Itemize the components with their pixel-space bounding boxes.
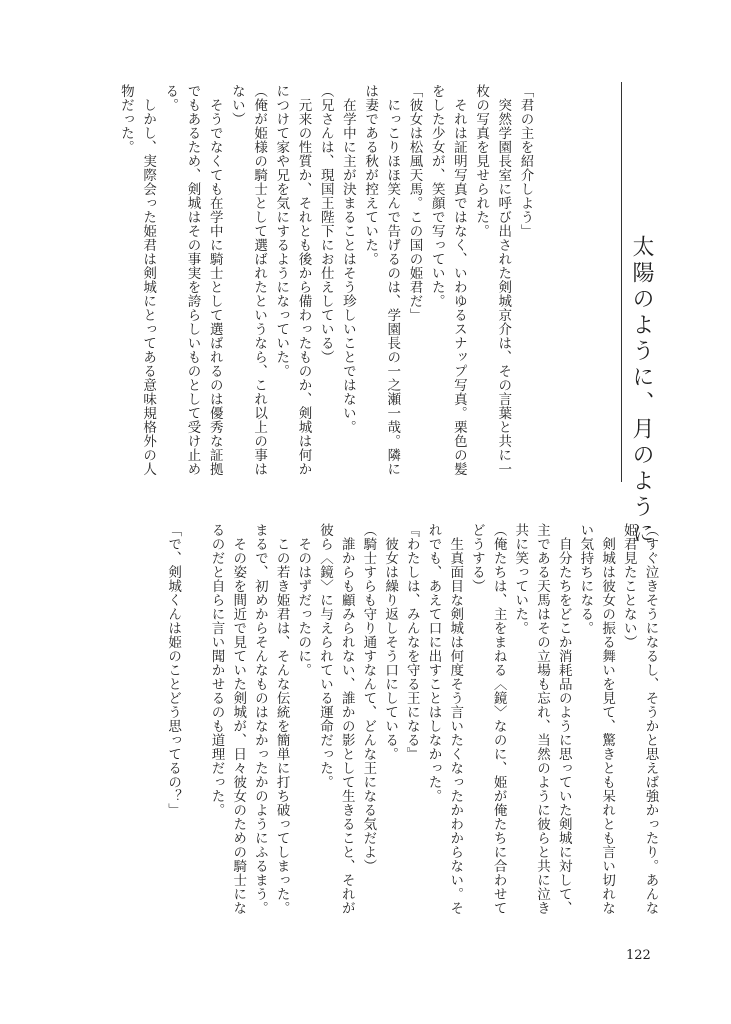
text-column: い気持ちになる。 <box>577 523 594 635</box>
title-divider <box>621 82 622 482</box>
text-column: 共に笑っていた。 <box>512 523 529 635</box>
text-column: 突然学園長室に呼び出された剣城京介は、その言葉と共に一 <box>495 84 512 476</box>
text-column: 自分たちをどこか消耗品のように思っていた剣城に対して、 <box>555 523 572 915</box>
text-column: にっこりほほ笑んで告げるのは、学園長の一之瀬一哉。隣に <box>384 84 401 476</box>
text-column: るのだと自らに言い聞かせるのも道理だった。 <box>208 523 225 817</box>
text-column: （俺たちは、主をまねる〈鏡〉なのに、姫が俺たちに合わせて <box>490 523 507 915</box>
text-column: 在学中に主が決まることはそう珍しいことではない。 <box>339 84 356 434</box>
text-column: 彼女は繰り返しそう口にしている。 <box>382 523 399 761</box>
text-column: 「彼女は松風天馬。この国の姫君だ」 <box>406 84 423 322</box>
text-column: 『わたしは、みんなを守る王になる』 <box>403 523 420 761</box>
text-column: れでも、あえて口に出すことはしなかった。 <box>425 523 442 803</box>
text-column: 元来の性質か、それとも後から備わったものか、剣城は何か <box>295 84 312 476</box>
chapter-title: 太陽のように、月のように <box>629 235 654 547</box>
text-column: 彼ら〈鏡〉に与えられている運命だった。 <box>317 523 333 789</box>
text-column: （騎士すらも守り通すなんて、どんな王になる気だよ） <box>360 523 377 873</box>
text-column: この若き姫君は、そんな伝統を簡単に打ち破ってしまった。 <box>273 523 290 915</box>
text-column: （俺が姫様の騎士として選ばれたというなら、これ以上の事は <box>251 84 268 476</box>
text-column: そうでなくても在学中に騎士として選ばれるのは優秀な証拠 <box>206 84 223 476</box>
text-column: （すぐ泣きそうになるし、そうかと思えば強かったり。あんな <box>642 523 659 915</box>
text-column: そのはずだったのに。 <box>295 523 312 677</box>
text-column: ない） <box>228 84 245 126</box>
text-column: 生真面目な剣城は何度そう言いたくなったかわからない。そ <box>447 523 464 915</box>
text-column: でもあるため、剣城はその事実を誇らしいものとして受け止め <box>184 84 201 476</box>
text-column: につけて家や兄を気にするようになっていた。 <box>273 84 290 378</box>
text-column: 枚の写真を見せられた。 <box>473 84 490 238</box>
text-column: 物だった。 <box>117 84 134 154</box>
text-column: その姿を間近で見ていた剣城が、日々彼女のための騎士にな <box>230 523 247 915</box>
text-column: それは証明写真ではなく、いわゆるスナップ写真。栗色の髪 <box>450 84 467 476</box>
text-column: しかし、実際会った姫君は剣城にとってある意味規格外の人 <box>140 84 157 476</box>
text-column: まるで、初めからそんなものはなかったかのようにふるまう。 <box>251 523 268 915</box>
text-column: 誰からも顧みられない、誰かの影として生きること、それが <box>338 523 355 915</box>
text-column: は妻である秋が控えていた。 <box>362 84 379 266</box>
page-number: 122 <box>626 948 651 963</box>
text-column: る。 <box>162 84 179 112</box>
text-column: をした少女が、笑顔で写っていた。 <box>428 84 445 308</box>
text-column: どうする） <box>468 523 485 593</box>
text-column: 「で、剣城くんは姫のことどう思ってるの？」 <box>165 523 182 817</box>
text-column: 剣城は彼女の振る舞いを見て、驚きとも呆れとも言い切れな <box>599 523 616 915</box>
text-column: （兄さんは、現国王陛下にお仕えしている） <box>317 84 334 364</box>
text-column: 「君の主を紹介しよう」 <box>517 84 534 238</box>
text-column: 姫君見たことない） <box>620 523 637 649</box>
text-column: 主である天馬はその立場も忘れ、当然のように彼らと共に泣き <box>534 523 550 915</box>
